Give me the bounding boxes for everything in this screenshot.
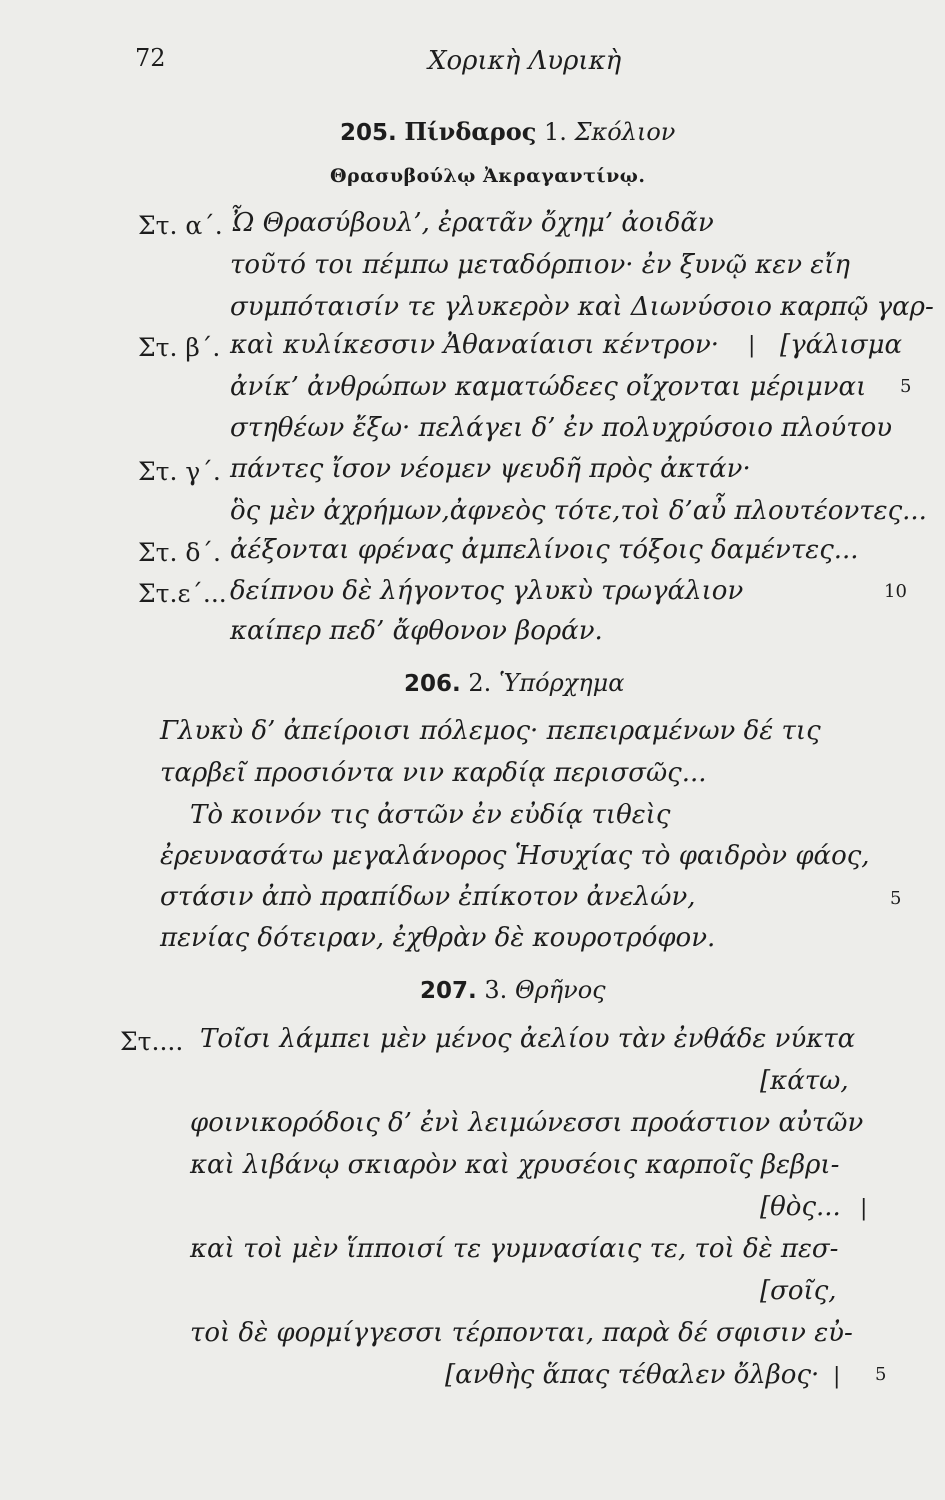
verse-line: καὶ τοὶ μὲν ἵπποισί τε γυμνασίαις τε, τοὶ δὲ πεσ-	[190, 1234, 839, 1264]
author-name: Πίνδαρος	[404, 117, 537, 146]
verse-line: Γλυκὺ δ’ ἀπείροισι πόλεμος· πεπειραμένων δέ τις	[160, 716, 821, 746]
verse-line: δείπνου δὲ λήγοντος γλυκὺ τρωγάλιον	[230, 576, 744, 606]
verse-line: στάσιν ἀπὸ πραπίδων ἐπίκοτον ἀνελών,	[160, 882, 696, 912]
verse-line: στηθέων ἔξω· πελάγει δ’ ἐν πολυχρύσοιο πλούτου	[230, 413, 893, 443]
section-title: Ὑπόρχημα	[498, 669, 625, 697]
section-index: 2.	[468, 669, 492, 697]
section-number: 205.	[340, 120, 397, 146]
strophe-label: Στ.ε΄...	[138, 579, 227, 608]
caesura-bar: |	[860, 1196, 868, 1221]
verse-line: καὶ λιβάνῳ σκιαρὸν καὶ χρυσέοις καρποῖς βεβρι-	[190, 1150, 840, 1180]
section-206-heading	[404, 669, 624, 697]
verse-line: καὶ κυλίκεσσιν Ἀθαναίαισι κέντρον·	[230, 330, 720, 360]
line-number: 10	[884, 581, 907, 602]
verse-line: τοὶ δὲ φορμίγγεσσι τέρπονται, παρὰ δέ σφισιν εὐ-	[190, 1318, 853, 1348]
page-number: 72	[135, 44, 166, 72]
line-number: 5	[875, 1364, 887, 1385]
section-index: 1.	[544, 118, 567, 146]
verse-carryover: [ανθὴς ἅπας τέθαλεν ὄλβος·	[445, 1360, 820, 1390]
verse-line: ὃς μὲν ἀχρήμων,ἀφνεὸς τότε,τοὶ δ’αὖ πλουτέοντες...	[230, 496, 927, 526]
verse-line: Τὸ κοινόν τις ἀστῶν ἐν εὐδίᾳ τιθεὶς	[190, 800, 671, 830]
section-205-heading	[340, 117, 675, 146]
verse-line: καίπερ πεδ’ ἄφθονον βοράν.	[230, 616, 603, 646]
verse-carryover: [γάλισμα	[780, 330, 903, 360]
verse-line: συμπόταισίν τε γλυκερὸν καὶ Διωνύσοιο καρπῷ γαρ-	[230, 292, 934, 322]
section-index: 3.	[484, 976, 508, 1004]
line-number: 5	[900, 376, 912, 397]
verse-line: Τοῖσι λάμπει μὲν μένος ἀελίου τὰν ἐνθάδε νύκτα	[200, 1024, 856, 1054]
strophe-label: Στ. β΄.	[138, 333, 221, 362]
section-title: Σκόλιον	[574, 118, 676, 146]
verse-line: πενίας δότειραν, ἐχθρὰν δὲ κουροτρόφον.	[160, 923, 716, 953]
verse-line: πάντες ἴσον νέομεν ψευδῆ πρὸς ἀκτάν·	[230, 454, 751, 484]
running-head: Χορικὴ Λυρικὴ	[428, 46, 622, 76]
verse-line: ἀνίκ’ ἀνθρώπων καματώδεες οἴχονται μέριμναι	[230, 372, 867, 402]
verse-line: τοῦτό τοι πέμπω μεταδόρπιον· ἐν ξυνῷ κεν εἴη	[230, 250, 851, 280]
dedication: Θρασυβούλῳ Ἀκραγαντίνῳ.	[330, 165, 646, 187]
strophe-label: Στ. δ΄.	[138, 538, 221, 567]
section-title: Θρῆνος	[514, 976, 606, 1004]
verse-line: φοινικορόδοις δ’ ἐνὶ λειμώνεσσι προάστιον αὐτῶν	[190, 1108, 864, 1138]
strophe-label: Στ. α΄.	[138, 211, 223, 240]
section-number: 206.	[404, 671, 461, 697]
caesura-bar: |	[833, 1364, 841, 1389]
section-number: 207.	[420, 978, 477, 1004]
caesura-bar: |	[748, 333, 756, 358]
verse-line: ἀέξονται φρένας ἀμπελίνοις τόξοις δαμέντες...	[230, 535, 859, 565]
strophe-label: Στ. γ΄.	[138, 457, 221, 486]
verse-carryover: [θὸς...	[760, 1192, 841, 1222]
verse-carryover: [κάτω,	[760, 1066, 849, 1096]
line-number: 5	[890, 888, 902, 909]
verse-line: ταρβεῖ προσιόντα νιν καρδίᾳ περισσῶς...	[160, 758, 707, 788]
verse-line: Ὦ Θρασύβουλ’, ἐρατᾶν ὄχημ’ ἀοιδᾶν	[230, 208, 714, 238]
section-207-heading	[420, 976, 606, 1004]
strophe-label: Στ....	[120, 1027, 184, 1056]
verse-carryover: [σοῖς,	[760, 1276, 837, 1306]
verse-line: ἐρευνασάτω μεγαλάνορος Ἡσυχίας τὸ φαιδρὸν φάος,	[160, 841, 870, 871]
